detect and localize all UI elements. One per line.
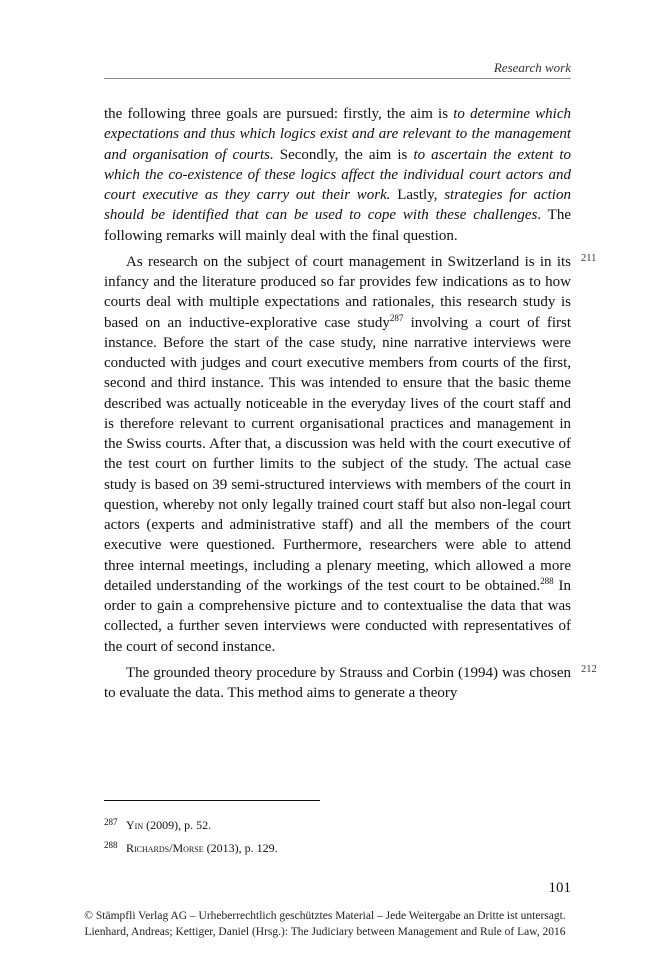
footnote-citation: (2013), p. 129.: [203, 841, 278, 855]
text-run: the following three goals are pursued: firstly, the aim is: [104, 106, 454, 122]
footnote-number: 287: [104, 817, 118, 827]
page-number: 101: [548, 880, 571, 896]
text-run: . The following remarks will mainly deal with the final question.: [104, 207, 571, 244]
body-text: [104, 104, 597, 703]
emphasized-text: strategies for action should be identified that can be used to cope with these challenges: [104, 187, 571, 224]
text-run: Secondly, the aim is: [273, 146, 414, 163]
footnote-number: 288: [104, 840, 118, 850]
running-head: Research work: [493, 60, 571, 75]
emphasized-text: to determine which expectations and thus which logics exist and are relevant to the management and organisation of courts.: [104, 106, 571, 163]
footnote-ref: 288: [540, 575, 554, 586]
paragraph-212: [104, 663, 597, 704]
footnote-ref: 287: [389, 312, 404, 323]
paragraph-intro: [104, 104, 571, 246]
footnote-288: [104, 837, 571, 856]
text-run: As research on the subject of court management in Switzerland is in its infancy and the literature produced so far provides few indications as to how courts deal with multiple expectations and rationales, this research study is based on an inductive-explorative case study: [104, 253, 571, 331]
copyright-line-1: © Stämpfli Verlag AG – Urheberrechtlich geschütztes Material – Jede Weitergabe an Dritte ist untersagt.: [84, 910, 566, 922]
paragraph-211: [104, 252, 597, 657]
copyright-line-2: Lienhard, Andreas; Kettiger, Daniel (Hrsg.): The Judiciary between Management and Rule of Law, 2016: [84, 926, 566, 938]
margin-number: 212: [581, 663, 597, 675]
emphasized-text: to ascertain the extent to which the co-existence of these logics affect the individual court actors and court executive as they carry out their work.: [104, 146, 571, 203]
margin-number: 211: [581, 252, 597, 264]
footnote-citation: (2009), p. 52.: [143, 818, 212, 832]
text-run: involving a court of first instance. Before the start of the case study, nine narrative interviews were conducted with judges and court executive members from courts of the first, second and third instance. This was intended to ensure that the basic theme described was actually noticeable in the everyday lives of the court staff and is therefore relevant to current organisational practices and management in the Swiss courts. After that, a discussion was held with the court executive of the test court on further limits to the subject of the study. The actual case study is based on 39 semi-structured interviews with members of the court in question, whereby not only legally trained court staff but also non-legal court actors (experts and administrative staff) and all the members of the court executive were questioned. Furthermore, researchers were able to attend three internal meetings, including a plenary meeting, which allowed a more detailed understanding of the workings of the test court to be obtained.: [104, 314, 571, 594]
footnote-author: Yin: [126, 818, 144, 832]
text-run: In order to gain a comprehensive picture and to contextualise the data that was collected, a further seven interviews were conducted with representatives of the court of second instance.: [104, 577, 572, 655]
footnote-287: [104, 814, 571, 833]
header-rule: [104, 78, 571, 79]
copyright-notice: [0, 908, 650, 940]
text-run: The grounded theory procedure by Strauss and Corbin (1994) was chosen to evaluate the data. This method aims to generate a theory: [104, 664, 571, 701]
footnote-rule: [104, 800, 320, 801]
footnote-author: Richards/Morse: [126, 841, 204, 855]
footnotes: [104, 814, 571, 860]
text-run: Lastly,: [390, 187, 445, 203]
